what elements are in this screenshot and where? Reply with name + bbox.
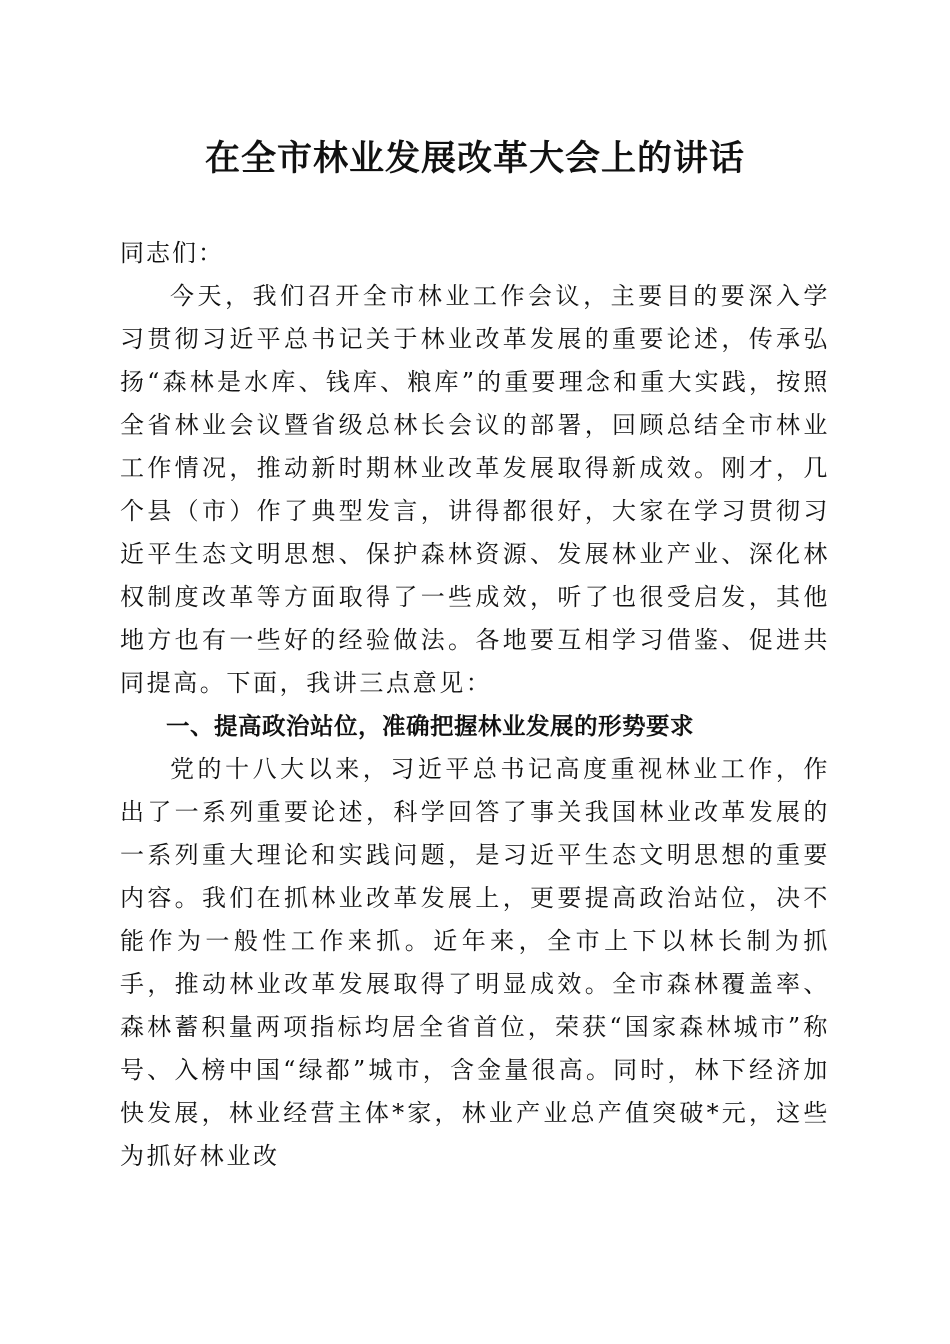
paragraph-section-1: 党的十八大以来，习近平总书记高度重视林业工作，作出了一系列重要论述，科学回答了事关我国林业改革发展的一系列重大理论和实践问题，是习近平生态文明思想的重要内容。我们在抓林业改革发展上，更要提高政治站位，决不能作为一般性工作来抓。近年来，全市上下以林长制为抓手，推动林业改革发展取得了明显成效。全市森林覆盖率、森林蓄积量两项指标均居全省首位，荣获“国家森林城市”称号、入榜中国“绿都”城市，含金量很高。同时，林下经济加快发展，林业经营主体*家，林业产业总产值突破*元，这些为抓好林业改 <box>120 755 830 1170</box>
paragraph-intro: 今天，我们召开全市林业工作会议，主要目的要深入学习贯彻习近平总书记关于林业改革发展的重要论述，传承弘扬“森林是水库、钱库、粮库”的重要理念和重大实践，按照全省林业会议暨省级总林长会议的部署，回顾总结全市林业工作情况，推动新时期林业改革发展取得新成效。刚才，几个县（市）作了典型发言，讲得都很好，大家在学习贯彻习近平生态文明思想、保护森林资源、发展林业产业、深化林权制度改革等方面取得了一些成效，听了也很受启发，其他地方也有一些好的经验做法。各地要互相学习借鉴、促进共同提高。下面，我讲三点意见： <box>120 282 830 697</box>
document-title: 在全市林业发展改革大会上的讲话 <box>204 138 745 179</box>
document-body <box>120 232 830 1178</box>
greeting: 同志们： <box>120 239 224 267</box>
section-heading-1: 一、提高政治站位，准确把握林业发展的形势要求 <box>166 712 694 740</box>
